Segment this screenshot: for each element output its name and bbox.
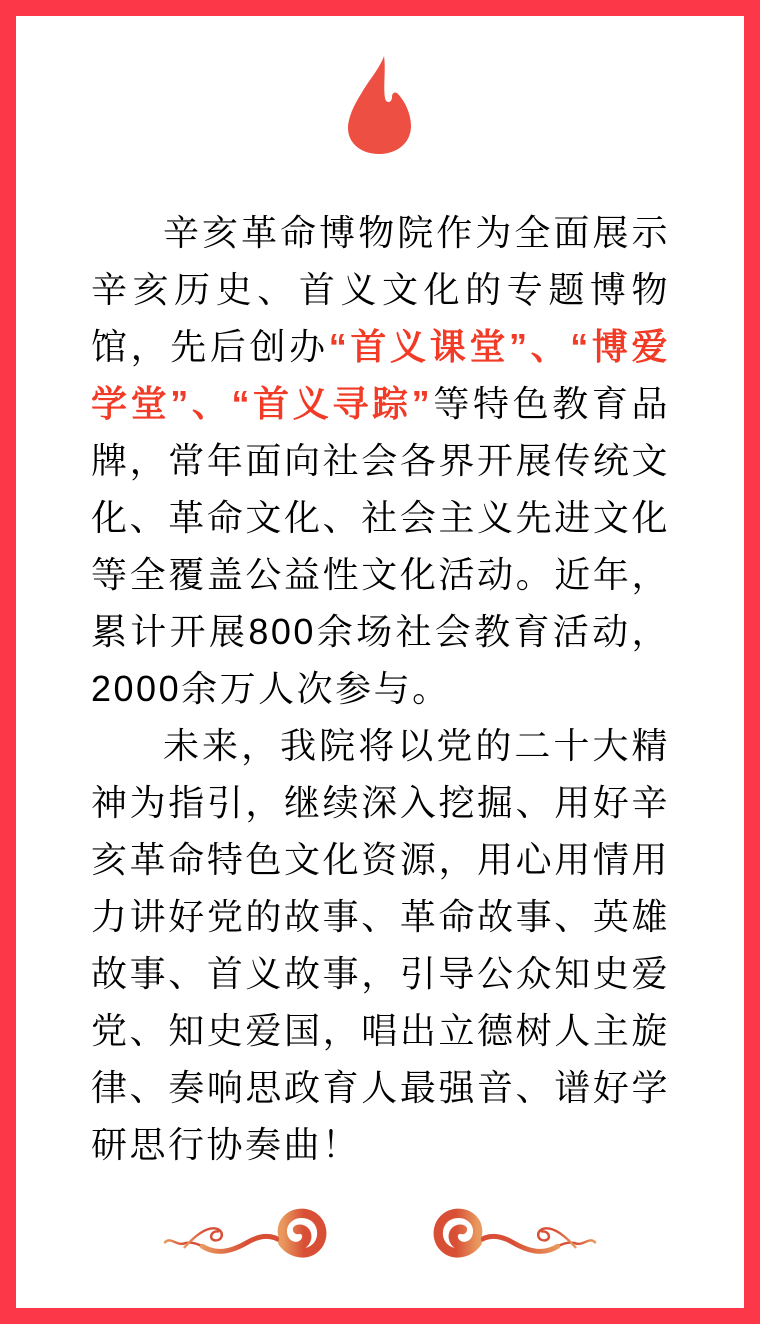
swirl-flourish-icon-left — [160, 1205, 327, 1260]
paragraph-2-text: 未来，我院将以党的二十大精神为指引，继续深入挖掘、用好辛亥革命特色文化资源，用心用情用力讲好党的故事、革命故事、英雄故事、首义故事，引导公众知史爱党、知史爱国，唱出立德树人主旋律、奏响思政育人最强音、谱好学研思行协奏曲！ — [91, 725, 670, 1165]
flame-icon — [347, 56, 413, 154]
paragraph-1-text-post: 等特色教育品牌，常年面向社会各界开展传统文化、革命文化、社会主义先进文化等全覆盖公益性文化活动。近年，累计开展800余场社会教育活动，2000余万人次参与。 — [91, 383, 670, 709]
article-body — [91, 204, 670, 1173]
flame-icon-row — [16, 56, 744, 154]
footer-ornaments — [16, 1205, 744, 1260]
swirl-flourish-icon-right — [433, 1205, 600, 1260]
paragraph-1-text-pre: 辛亥革命博物院作为全面展示辛亥历史、首义文化的专题博物馆，先后创办 — [91, 212, 670, 367]
paragraph-1 — [91, 204, 670, 717]
paragraph-1-highlight-text: “首义课堂”、“博爱学堂”、“首义寻踪” — [91, 326, 670, 424]
paragraph-2 — [91, 717, 670, 1173]
